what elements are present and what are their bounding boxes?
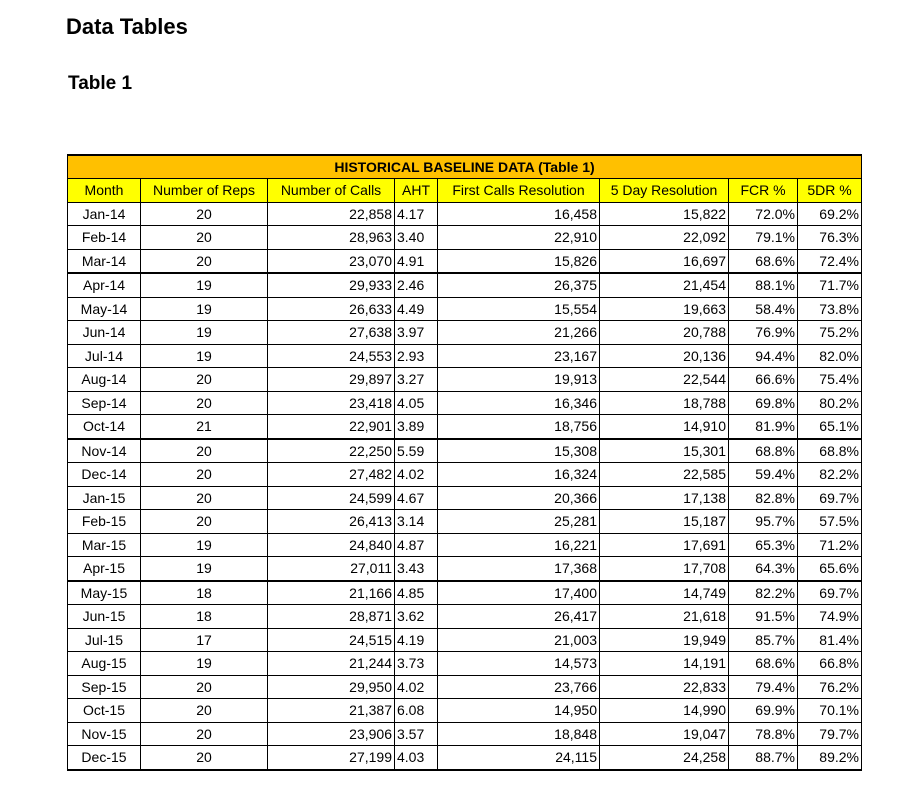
cell-5dr-percent: 70.1% <box>798 699 862 723</box>
table-row <box>68 202 862 226</box>
cell-month: Sep-14 <box>68 391 141 415</box>
cell-first-calls-resolution: 15,554 <box>438 297 600 321</box>
cell-number-of-calls: 23,418 <box>268 391 395 415</box>
cell-aht: 4.49 <box>395 297 438 321</box>
cell-5dr-percent: 81.4% <box>798 628 862 652</box>
cell-5dr-percent: 65.6% <box>798 557 862 581</box>
table-row <box>68 463 862 487</box>
cell-aht: 4.02 <box>395 463 438 487</box>
page-title: Data Tables <box>66 14 188 39</box>
cell-fcr-percent: 88.7% <box>729 746 798 770</box>
table-row <box>68 297 862 321</box>
cell-first-calls-resolution: 14,950 <box>438 699 600 723</box>
cell-5-day-resolution: 16,697 <box>600 249 729 273</box>
table-row <box>68 557 862 581</box>
table-row <box>68 249 862 273</box>
cell-number-of-reps: 19 <box>141 652 268 676</box>
cell-number-of-calls: 28,963 <box>268 226 395 250</box>
cell-5dr-percent: 80.2% <box>798 391 862 415</box>
cell-month: Jun-14 <box>68 321 141 345</box>
table-row <box>68 344 862 368</box>
cell-first-calls-resolution: 19,913 <box>438 368 600 392</box>
cell-aht: 4.67 <box>395 486 438 510</box>
cell-fcr-percent: 78.8% <box>729 722 798 746</box>
cell-first-calls-resolution: 16,346 <box>438 391 600 415</box>
table-row <box>68 486 862 510</box>
cell-5-day-resolution: 21,618 <box>600 605 729 629</box>
cell-5-day-resolution: 14,990 <box>600 699 729 723</box>
column-header-number-of-reps: Number of Reps <box>141 179 268 203</box>
cell-first-calls-resolution: 18,848 <box>438 722 600 746</box>
table-row <box>68 628 862 652</box>
cell-month: Mar-15 <box>68 533 141 557</box>
table-row <box>68 439 862 463</box>
table-row <box>68 391 862 415</box>
cell-5-day-resolution: 22,585 <box>600 463 729 487</box>
cell-5-day-resolution: 17,708 <box>600 557 729 581</box>
cell-number-of-calls: 27,638 <box>268 321 395 345</box>
cell-month: Sep-15 <box>68 675 141 699</box>
cell-5-day-resolution: 17,138 <box>600 486 729 510</box>
cell-aht: 3.43 <box>395 557 438 581</box>
cell-aht: 3.97 <box>395 321 438 345</box>
cell-5dr-percent: 57.5% <box>798 510 862 534</box>
cell-5-day-resolution: 19,663 <box>600 297 729 321</box>
cell-aht: 4.91 <box>395 249 438 273</box>
table-row <box>68 581 862 605</box>
cell-5-day-resolution: 18,788 <box>600 391 729 415</box>
column-header-5-day-resolution: 5 Day Resolution <box>600 179 729 203</box>
table-row <box>68 368 862 392</box>
cell-aht: 4.19 <box>395 628 438 652</box>
cell-month: Feb-15 <box>68 510 141 534</box>
cell-5dr-percent: 71.2% <box>798 533 862 557</box>
cell-5-day-resolution: 19,047 <box>600 722 729 746</box>
cell-fcr-percent: 69.9% <box>729 699 798 723</box>
cell-number-of-reps: 20 <box>141 746 268 770</box>
cell-aht: 3.62 <box>395 605 438 629</box>
cell-fcr-percent: 59.4% <box>729 463 798 487</box>
cell-aht: 4.05 <box>395 391 438 415</box>
cell-first-calls-resolution: 25,281 <box>438 510 600 534</box>
cell-month: Aug-15 <box>68 652 141 676</box>
table-row <box>68 321 862 345</box>
cell-5dr-percent: 89.2% <box>798 746 862 770</box>
cell-5dr-percent: 79.7% <box>798 722 862 746</box>
cell-month: Apr-15 <box>68 557 141 581</box>
cell-first-calls-resolution: 21,266 <box>438 321 600 345</box>
cell-number-of-calls: 21,387 <box>268 699 395 723</box>
cell-fcr-percent: 68.6% <box>729 652 798 676</box>
cell-number-of-reps: 18 <box>141 581 268 605</box>
cell-5dr-percent: 65.1% <box>798 415 862 439</box>
cell-aht: 4.85 <box>395 581 438 605</box>
cell-aht: 4.02 <box>395 675 438 699</box>
cell-5dr-percent: 69.7% <box>798 486 862 510</box>
cell-number-of-reps: 20 <box>141 249 268 273</box>
cell-aht: 4.17 <box>395 202 438 226</box>
cell-aht: 3.73 <box>395 652 438 676</box>
cell-fcr-percent: 68.6% <box>729 249 798 273</box>
cell-5-day-resolution: 21,454 <box>600 273 729 297</box>
cell-first-calls-resolution: 21,003 <box>438 628 600 652</box>
cell-5dr-percent: 76.3% <box>798 226 862 250</box>
cell-first-calls-resolution: 14,573 <box>438 652 600 676</box>
cell-month: Jul-15 <box>68 628 141 652</box>
cell-number-of-calls: 29,933 <box>268 273 395 297</box>
table-header-row <box>68 179 862 203</box>
cell-number-of-calls: 24,840 <box>268 533 395 557</box>
cell-month: Jul-14 <box>68 344 141 368</box>
cell-month: Apr-14 <box>68 273 141 297</box>
cell-number-of-reps: 20 <box>141 486 268 510</box>
cell-5dr-percent: 75.4% <box>798 368 862 392</box>
cell-number-of-reps: 20 <box>141 391 268 415</box>
cell-fcr-percent: 68.8% <box>729 439 798 463</box>
cell-fcr-percent: 65.3% <box>729 533 798 557</box>
cell-number-of-calls: 22,901 <box>268 415 395 439</box>
cell-number-of-reps: 20 <box>141 699 268 723</box>
cell-fcr-percent: 82.8% <box>729 486 798 510</box>
cell-first-calls-resolution: 16,324 <box>438 463 600 487</box>
cell-first-calls-resolution: 16,458 <box>438 202 600 226</box>
cell-fcr-percent: 79.4% <box>729 675 798 699</box>
table-row <box>68 722 862 746</box>
cell-fcr-percent: 81.9% <box>729 415 798 439</box>
cell-first-calls-resolution: 23,167 <box>438 344 600 368</box>
cell-number-of-calls: 21,244 <box>268 652 395 676</box>
cell-first-calls-resolution: 26,375 <box>438 273 600 297</box>
cell-fcr-percent: 79.1% <box>729 226 798 250</box>
cell-number-of-reps: 20 <box>141 463 268 487</box>
cell-number-of-calls: 24,515 <box>268 628 395 652</box>
cell-month: Aug-14 <box>68 368 141 392</box>
cell-number-of-calls: 22,250 <box>268 439 395 463</box>
cell-5dr-percent: 69.2% <box>798 202 862 226</box>
cell-number-of-reps: 19 <box>141 557 268 581</box>
cell-first-calls-resolution: 15,308 <box>438 439 600 463</box>
cell-number-of-calls: 27,011 <box>268 557 395 581</box>
cell-month: May-15 <box>68 581 141 605</box>
cell-number-of-reps: 18 <box>141 605 268 629</box>
table-row <box>68 226 862 250</box>
cell-fcr-percent: 88.1% <box>729 273 798 297</box>
cell-month: Nov-14 <box>68 439 141 463</box>
cell-number-of-calls: 27,482 <box>268 463 395 487</box>
cell-number-of-reps: 19 <box>141 321 268 345</box>
table-title: Table 1 <box>68 73 133 94</box>
table-row <box>68 605 862 629</box>
cell-month: Oct-15 <box>68 699 141 723</box>
cell-month: Jan-15 <box>68 486 141 510</box>
cell-5-day-resolution: 14,749 <box>600 581 729 605</box>
cell-number-of-reps: 20 <box>141 722 268 746</box>
cell-5dr-percent: 72.4% <box>798 249 862 273</box>
table-row <box>68 510 862 534</box>
cell-5dr-percent: 73.8% <box>798 297 862 321</box>
cell-5dr-percent: 68.8% <box>798 439 862 463</box>
cell-number-of-reps: 21 <box>141 415 268 439</box>
cell-aht: 4.87 <box>395 533 438 557</box>
cell-number-of-calls: 24,599 <box>268 486 395 510</box>
column-header-fcr-percent: FCR % <box>729 179 798 203</box>
cell-first-calls-resolution: 17,368 <box>438 557 600 581</box>
cell-month: Dec-14 <box>68 463 141 487</box>
cell-number-of-calls: 22,858 <box>268 202 395 226</box>
cell-aht: 3.89 <box>395 415 438 439</box>
table-row <box>68 675 862 699</box>
cell-month: Mar-14 <box>68 249 141 273</box>
column-header-month: Month <box>68 179 141 203</box>
cell-number-of-calls: 29,897 <box>268 368 395 392</box>
cell-month: May-14 <box>68 297 141 321</box>
cell-aht: 4.03 <box>395 746 438 770</box>
table-row <box>68 533 862 557</box>
cell-month: Oct-14 <box>68 415 141 439</box>
cell-month: Jun-15 <box>68 605 141 629</box>
cell-number-of-reps: 19 <box>141 533 268 557</box>
cell-number-of-calls: 27,199 <box>268 746 395 770</box>
cell-number-of-reps: 20 <box>141 202 268 226</box>
cell-first-calls-resolution: 20,366 <box>438 486 600 510</box>
cell-number-of-calls: 26,413 <box>268 510 395 534</box>
cell-5-day-resolution: 24,258 <box>600 746 729 770</box>
cell-5dr-percent: 69.7% <box>798 581 862 605</box>
column-header-number-of-calls: Number of Calls <box>268 179 395 203</box>
cell-first-calls-resolution: 22,910 <box>438 226 600 250</box>
column-header-first-calls-resolution: First Calls Resolution <box>438 179 600 203</box>
cell-number-of-calls: 26,633 <box>268 297 395 321</box>
cell-number-of-reps: 20 <box>141 226 268 250</box>
cell-month: Nov-15 <box>68 722 141 746</box>
cell-number-of-reps: 19 <box>141 344 268 368</box>
cell-first-calls-resolution: 15,826 <box>438 249 600 273</box>
cell-5-day-resolution: 20,136 <box>600 344 729 368</box>
cell-fcr-percent: 94.4% <box>729 344 798 368</box>
cell-fcr-percent: 58.4% <box>729 297 798 321</box>
cell-first-calls-resolution: 26,417 <box>438 605 600 629</box>
cell-5-day-resolution: 19,949 <box>600 628 729 652</box>
table-row <box>68 273 862 297</box>
cell-5-day-resolution: 15,822 <box>600 202 729 226</box>
cell-number-of-reps: 19 <box>141 273 268 297</box>
cell-aht: 6.08 <box>395 699 438 723</box>
cell-5-day-resolution: 20,788 <box>600 321 729 345</box>
cell-first-calls-resolution: 23,766 <box>438 675 600 699</box>
cell-number-of-reps: 20 <box>141 510 268 534</box>
cell-5-day-resolution: 14,191 <box>600 652 729 676</box>
cell-number-of-reps: 20 <box>141 368 268 392</box>
cell-fcr-percent: 76.9% <box>729 321 798 345</box>
cell-first-calls-resolution: 24,115 <box>438 746 600 770</box>
cell-number-of-calls: 29,950 <box>268 675 395 699</box>
cell-month: Jan-14 <box>68 202 141 226</box>
cell-aht: 3.57 <box>395 722 438 746</box>
cell-5dr-percent: 76.2% <box>798 675 862 699</box>
cell-5-day-resolution: 22,092 <box>600 226 729 250</box>
cell-5-day-resolution: 22,833 <box>600 675 729 699</box>
table-caption: HISTORICAL BASELINE DATA (Table 1) <box>68 155 862 179</box>
cell-number-of-calls: 24,553 <box>268 344 395 368</box>
cell-5dr-percent: 82.0% <box>798 344 862 368</box>
cell-number-of-calls: 28,871 <box>268 605 395 629</box>
cell-fcr-percent: 72.0% <box>729 202 798 226</box>
cell-month: Feb-14 <box>68 226 141 250</box>
cell-number-of-calls: 23,906 <box>268 722 395 746</box>
cell-5dr-percent: 66.8% <box>798 652 862 676</box>
table-row <box>68 415 862 439</box>
cell-number-of-reps: 17 <box>141 628 268 652</box>
cell-5dr-percent: 71.7% <box>798 273 862 297</box>
cell-5-day-resolution: 14,910 <box>600 415 729 439</box>
cell-aht: 3.40 <box>395 226 438 250</box>
cell-number-of-calls: 21,166 <box>268 581 395 605</box>
cell-fcr-percent: 85.7% <box>729 628 798 652</box>
cell-number-of-reps: 19 <box>141 297 268 321</box>
cell-fcr-percent: 95.7% <box>729 510 798 534</box>
cell-aht: 5.59 <box>395 439 438 463</box>
column-header-aht: AHT <box>395 179 438 203</box>
cell-number-of-reps: 20 <box>141 439 268 463</box>
cell-number-of-calls: 23,070 <box>268 249 395 273</box>
cell-fcr-percent: 82.2% <box>729 581 798 605</box>
cell-aht: 2.46 <box>395 273 438 297</box>
cell-fcr-percent: 66.6% <box>729 368 798 392</box>
cell-5dr-percent: 82.2% <box>798 463 862 487</box>
cell-5-day-resolution: 22,544 <box>600 368 729 392</box>
cell-5-day-resolution: 15,187 <box>600 510 729 534</box>
cell-5-day-resolution: 15,301 <box>600 439 729 463</box>
table-row <box>68 652 862 676</box>
cell-5dr-percent: 75.2% <box>798 321 862 345</box>
cell-first-calls-resolution: 16,221 <box>438 533 600 557</box>
cell-5-day-resolution: 17,691 <box>600 533 729 557</box>
table-row <box>68 699 862 723</box>
cell-fcr-percent: 91.5% <box>729 605 798 629</box>
cell-aht: 3.27 <box>395 368 438 392</box>
table-row <box>68 746 862 770</box>
table-body <box>68 202 862 770</box>
cell-first-calls-resolution: 18,756 <box>438 415 600 439</box>
cell-first-calls-resolution: 17,400 <box>438 581 600 605</box>
historical-baseline-table <box>67 154 862 771</box>
cell-aht: 3.14 <box>395 510 438 534</box>
column-header-5dr-percent: 5DR % <box>798 179 862 203</box>
cell-fcr-percent: 64.3% <box>729 557 798 581</box>
cell-5dr-percent: 74.9% <box>798 605 862 629</box>
cell-aht: 2.93 <box>395 344 438 368</box>
cell-month: Dec-15 <box>68 746 141 770</box>
cell-fcr-percent: 69.8% <box>729 391 798 415</box>
cell-number-of-reps: 20 <box>141 675 268 699</box>
